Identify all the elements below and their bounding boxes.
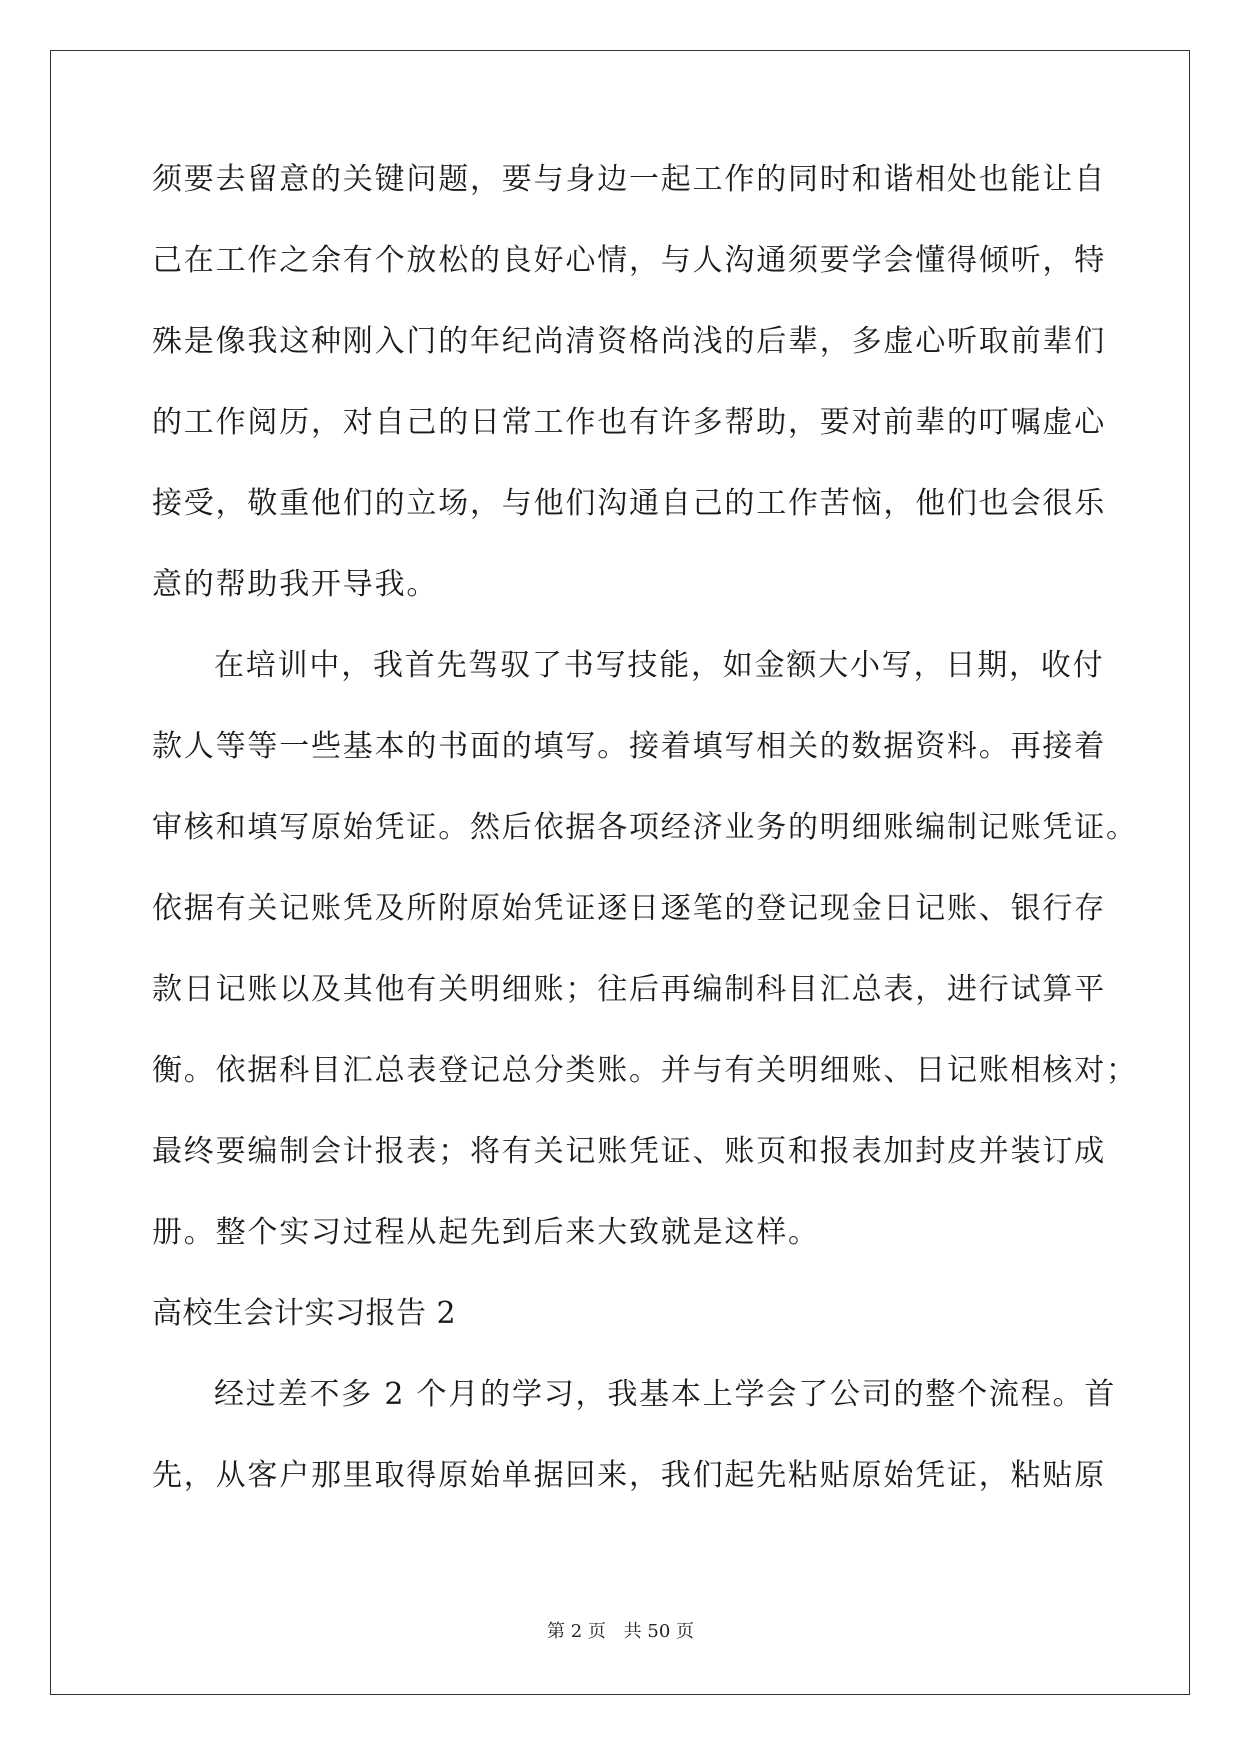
text-line: 依据有关记账凭及所附原始凭证逐日逐笔的登记现金日记账、银行存 [152,891,1106,926]
text-line: 最终要编制会计报表；将有关记账凭证、账页和报表加封皮并装订成 [152,1134,1106,1169]
text-line: 经过差不多 2 个月的学习，我基本上学会了公司的整个流程。首 [214,1377,1117,1412]
page-footer [0,1617,1241,1643]
text-line: 在培训中，我首先驾驭了书写技能，如金额大小写，日期，收付 [214,648,1105,683]
text-line: 款人等等一些基本的书面的填写。接着填写相关的数据资料。再接着 [152,729,1106,764]
page-number: 第 2 页 [547,1621,606,1642]
text-line: 先，从客户那里取得原始单据回来，我们起先粘贴原始凭证，粘贴原 [152,1458,1106,1493]
text-line: 意的帮助我开导我。 [152,567,439,602]
document-body [152,160,1138,1537]
text-line: 须要去留意的关键问题，要与身边一起工作的同时和谐相处也能让自 [152,162,1106,197]
section-heading: 高校生会计实习报告 2 [152,1296,457,1331]
text-line: 款日记账以及其他有关明细账；往后再编制科目汇总表，进行试算平 [152,972,1106,1007]
text-line: 己在工作之余有个放松的良好心情，与人沟通须要学会懂得倾听，特 [152,243,1106,278]
text-line: 册。整个实习过程从起先到后来大致就是这样。 [152,1215,820,1250]
text-line: 接受，敬重他们的立场，与他们沟通自己的工作苦恼，他们也会很乐 [152,486,1106,521]
page-total: 共 50 页 [623,1621,694,1642]
text-line: 殊是像我这种刚入门的年纪尚清资格尚浅的后辈，多虚心听取前辈们 [152,324,1106,359]
text-line: 审核和填写原始凭证。然后依据各项经济业务的明细账编制记账凭证。 [152,810,1138,845]
text-line: 的工作阅历，对自己的日常工作也有许多帮助，要对前辈的叮嘱虚心 [152,405,1106,440]
text-line: 衡。依据科目汇总表登记总分类账。并与有关明细账、日记账相核对； [152,1053,1138,1088]
